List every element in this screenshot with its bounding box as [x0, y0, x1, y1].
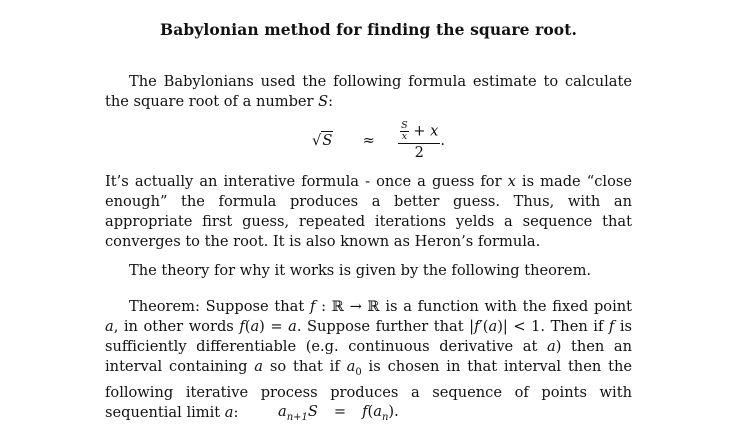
equation-babylonian: [312, 121, 445, 161]
theorem-text: ) =: [259, 318, 289, 335]
paragraph-intro: [105, 72, 632, 112]
numerator-rest: + x: [413, 122, 439, 140]
math-a: a: [288, 318, 297, 335]
math-f: f: [239, 318, 245, 335]
math-a: a: [488, 318, 498, 335]
math-f: f: [474, 318, 480, 335]
iterative-text-b: is made “close enough” the formula produces a better guess. Thus, with an appropriate first guess, repeated iterations yelds a sequence that converges to the root. It is also known as Heron’s formula.: [105, 173, 632, 250]
paragraph-theory: The theory for why it works is given by the following theorem.: [129, 262, 592, 279]
theorem-text: Theorem: Suppose that: [129, 298, 310, 315]
inner-fraction: [400, 121, 409, 142]
document-title: Babylonian method for finding the square root.: [160, 20, 577, 39]
intro-var-s: S: [318, 93, 329, 110]
intro-text-a: The Babylonians used the following formula estimate to calculate the square root of a number: [105, 73, 632, 110]
math-a: a: [254, 358, 263, 375]
lhs-s: S: [307, 403, 318, 420]
theorem-text: (: [244, 318, 251, 335]
main-fraction: [398, 121, 440, 161]
theorem-text: is chosen in that interval then the following iterative process produces a sequence of points with sequential limit: [105, 358, 632, 421]
theorem-text: ′(: [479, 318, 489, 335]
fraction-numerator: [398, 121, 440, 144]
sqrt-expression: [312, 132, 333, 149]
theorem-text: :: [233, 403, 239, 421]
equation-iteration: [278, 403, 399, 423]
theorem-text: . Suppose further that |: [296, 318, 475, 335]
sqrt-argument: S: [322, 132, 333, 149]
lhs-subscript: n+1: [286, 411, 308, 423]
math-f: f: [608, 318, 615, 335]
theorem-text: is sufficiently differentiable (e.g. continuous derivative at: [105, 318, 633, 355]
inner-fraction-top: S: [401, 120, 408, 131]
math-a: a: [105, 318, 114, 335]
paragraph-iterative: [105, 172, 632, 252]
lhs-a: a: [278, 403, 287, 420]
intro-text-b: :: [328, 93, 334, 110]
iterative-var-x: x: [507, 173, 516, 190]
theorem-text: so that if: [262, 358, 347, 375]
approx-symbol: ≈: [362, 132, 375, 149]
math-a: a: [224, 403, 234, 421]
fraction-denominator: 2: [414, 144, 424, 161]
theorem-text: , in other words: [113, 318, 240, 335]
inner-fraction-bottom: x: [401, 131, 408, 142]
rhs-close: ).: [388, 403, 399, 420]
theorem-text: : ℝ → ℝ is a function with the fixed point: [315, 298, 633, 315]
theorem-text: ) then an interval containing: [105, 338, 632, 375]
math-f: f: [309, 298, 316, 315]
math-a: a: [250, 318, 260, 335]
iterative-text-a: It’s actually an interative formula - once a guess for: [105, 173, 508, 190]
sqrt-symbol: √: [312, 132, 322, 149]
rhs-f: f: [362, 403, 368, 420]
equals-sign: =: [333, 403, 347, 420]
theorem-text: )| < 1. Then if: [497, 318, 609, 335]
rhs-subscript: n: [381, 411, 389, 423]
subscript-zero: 0: [355, 366, 362, 378]
math-a: a: [346, 358, 356, 375]
equation1-period: .: [440, 132, 446, 149]
rhs-open-paren: (: [367, 403, 374, 420]
math-a: a: [546, 338, 556, 355]
rhs-a: a: [373, 403, 382, 420]
